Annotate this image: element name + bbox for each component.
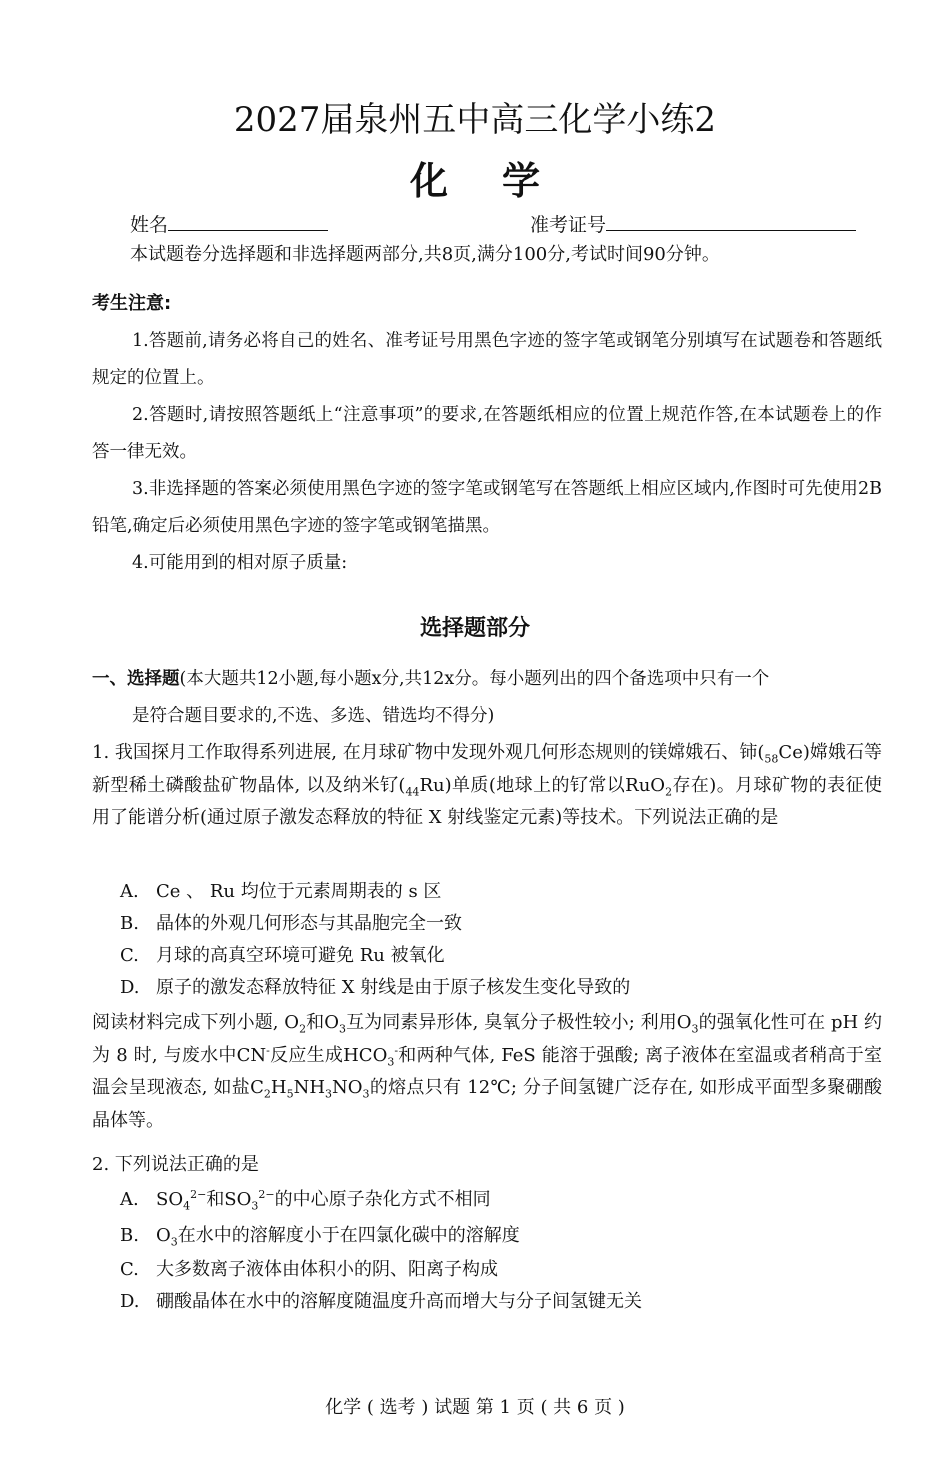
subject-heading: 化学	[409, 159, 594, 203]
q2-option-a: A. $SO_4^{2-}$和$SO_3^{2-}$的中心原子杂化方式不相同	[120, 1188, 491, 1213]
name-label: 姓名	[130, 214, 169, 236]
attention-item-2: 2.答题时,请按照答题纸上“注意事项”的要求,在答题纸相应的位置上规范作答,在本试题卷上的作答一律无效。	[92, 405, 882, 462]
attention-heading: 考生注意:	[92, 293, 172, 314]
name-field	[130, 210, 328, 239]
q1-option-b: B. 晶体的外观几何形态与其晶胞完全一致	[120, 913, 462, 934]
page-title: 2027届泉州五中高三化学小练2	[233, 100, 717, 140]
q2-option-b: B. $O_3$在水中的溶解度小于在四氯化碳中的溶解度	[120, 1225, 520, 1249]
q1-option-a: A. Ce 、 Ru 均位于元素周期表的 s 区	[120, 881, 442, 902]
reading-material: 阅读材料完成下列小题, $O_2$和$O_3$互为同素异形体, 臭氧分子极性较小; 利用$O_3$的强氧化性可在 pH 约为 8 时, 与废水中CN-反应生成$HCO_3^-$和两种气体, FeS 能溶于强酸; 离子液体在室温或者稍高于室温会呈现液态, 如盐$C_2H_5NH_3NO_3$的熔点只有 12℃; 分子间氢键广泛存在, 如形成平面型多聚硼酸晶体等。	[92, 1012, 882, 1131]
attention-item-1: 1.答题前,请务必将自己的姓名、准考证号用黑色字迹的签字笔或钢笔分别填写在试题卷和答题纸规定的位置上。	[92, 331, 882, 388]
page-footer: 化学 ( 选考 ) 试题 第 1 页 ( 共 6 页 )	[325, 1397, 625, 1418]
part-desc-cont: 是符合题目要求的,不选、多选、错选均不得分)	[132, 706, 495, 726]
exam-id-label: 准考证号	[530, 214, 607, 236]
q1-option-d: D. 原子的激发态释放特征 X 射线是由于原子核发生变化导致的	[120, 977, 631, 998]
q2-option-d: D. 硼酸晶体在水中的溶解度随温度升高而增大与分子间氢键无关	[120, 1291, 642, 1312]
question-2-stem: 2. 下列说法正确的是	[92, 1154, 259, 1175]
attention-item-3: 3.非选择题的答案必须使用黑色字迹的签字笔或钢笔写在答题纸上相应区域内,作图时可先使用2B铅笔,确定后必须使用黑色字迹的签字笔或钢笔描黑。	[92, 479, 882, 536]
part-heading	[92, 661, 882, 735]
question-1-stem: 1. 我国探月工作取得系列进展, 在月球矿物中发现外观几何形态规则的镁嫦娥石、铈$(_{58}Ce)$嫦娥石等新型稀土磷酸盐矿物晶体, 以及纳米钌$(_{44}Ru)$单质(地球上的钌常以RuO$_2$存在)。月球矿物的表征使用了能谱分析(通过原子激发态释放的特征 X 射线鉴定元素)等技术。下列说法正确的是	[92, 742, 883, 828]
name-blank	[168, 210, 328, 231]
part-label: 一、选择题	[92, 669, 180, 689]
q2-option-c: C. 大多数离子液体由体积小的阴、阳离子构成	[120, 1259, 498, 1280]
section-title: 选择题部分	[419, 616, 530, 641]
q1-option-c: C. 月球的高真空环境可避免 Ru 被氧化	[120, 945, 445, 966]
exam-id-field	[530, 210, 856, 239]
attention-item-4: 4.可能用到的相对原子质量:	[132, 553, 348, 573]
paper-note: 本试题卷分选择题和非选择题两部分,共8页,满分100分,考试时间90分钟。	[130, 244, 720, 265]
exam-id-blank	[606, 210, 856, 231]
part-desc: (本大题共12小题,每小题x分,共12x分。每小题列出的四个备选项中只有一个	[179, 669, 770, 689]
